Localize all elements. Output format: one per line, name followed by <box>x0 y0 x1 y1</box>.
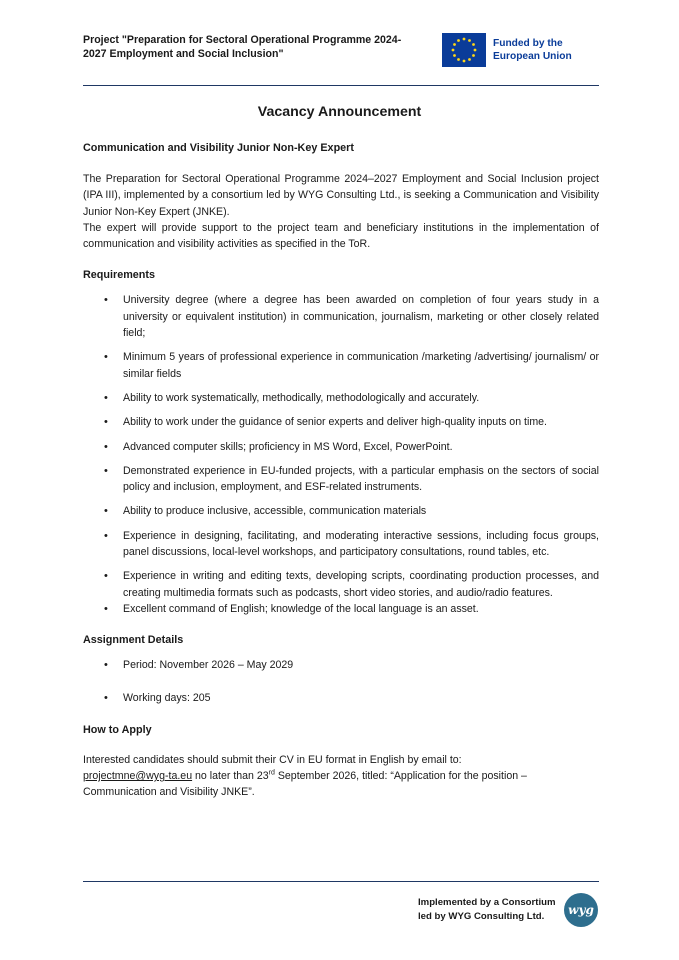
page-footer <box>418 893 599 929</box>
list-item: • Experience in writing and editing texts, developing scripts, coordinating production processes, and creating multimedia formats such as podcasts, short video stories, and audio/radio features. <box>83 568 599 601</box>
list-item: • Working days: 205 <box>83 690 599 706</box>
apply-heading: How to Apply <box>83 723 152 736</box>
eu-funding-text: Funded by the European Union <box>493 38 572 62</box>
eu-flag-icon <box>442 33 486 67</box>
assignment-heading: Assignment Details <box>83 634 184 647</box>
header-divider <box>83 85 599 86</box>
requirements-heading: Requirements <box>83 269 155 282</box>
apply-line: Interested candidates should submit their CV in EU format in English by email to: <box>83 753 462 766</box>
requirements-list <box>83 292 599 617</box>
eu-funding-logo <box>442 33 599 67</box>
intro-paragraph: The Preparation for Sectoral Operational Programme 2024–2027 Employment and Social Inclusion project (IPA III), implemented by a consortium led by WYG Consulting Ltd., is seeking a Communication and Visibility Junior Non-Key Expert (JNKE). <box>83 173 599 218</box>
list-item: • Period: November 2026 – May 2029 <box>83 657 599 673</box>
consortium-text: Implemented by a Consortium led by WYG Consulting Ltd. <box>418 897 556 922</box>
footer-divider <box>83 881 599 882</box>
position-title: Communication and Visibility Junior Non-Key Expert <box>83 142 354 154</box>
list-item: • Advanced computer skills; proficiency in MS Word, Excel, PowerPoint. <box>83 439 599 455</box>
list-item: • Ability to produce inclusive, accessible, communication materials <box>83 503 599 519</box>
document-body <box>83 140 599 801</box>
page-title: Vacancy Announcement <box>257 104 422 120</box>
list-item: • University degree (where a degree has been awarded on completion of four years study in a university or equivalent institution) in communication, journalism, marketing or other closely related field; <box>83 292 599 341</box>
deadline-text-end: September 2026, titled: “Application for the position – Communication and Visibility JNKE”. <box>83 770 527 799</box>
email-link[interactable]: projectmne@wyg-ta.eu <box>83 770 193 783</box>
wyg-logo: wyg <box>564 893 598 927</box>
apply-instructions <box>83 752 599 801</box>
deadline-text: no later than 23 <box>192 770 269 783</box>
intro-paragraph: The expert will provide support to the project team and beneficiary institutions in the implementation of communication and visibility activities as specified in the ToR. <box>83 221 599 251</box>
list-item: • Experience in designing, facilitating, and moderating interactive sessions, including focus groups, panel discussions, local-level workshops, and participatory consultations, round tables, etc. <box>83 528 599 561</box>
list-item: • Excellent command of English; knowledge of the local language is an asset. <box>83 601 599 617</box>
ordinal-suffix: rd <box>268 769 275 777</box>
list-item: • Minimum 5 years of professional experience in communication /marketing /advertising/ journalism/ or similar fields <box>83 349 599 382</box>
project-title: Project "Preparation for Sectoral Operational Programme 2024-2027 Employment and Social Inclusion" <box>83 34 402 60</box>
list-item: • Ability to work systematically, methodically, methodologically and accurately. <box>83 390 599 406</box>
list-item: • Ability to work under the guidance of senior experts and deliver high-quality inputs on time. <box>83 414 599 430</box>
assignment-list <box>83 657 599 706</box>
list-item: • Demonstrated experience in EU-funded projects, with a particular emphasis on the sectors of social policy and inclusion, employment, and ESF-related instruments. <box>83 463 599 496</box>
page-header <box>83 33 599 85</box>
